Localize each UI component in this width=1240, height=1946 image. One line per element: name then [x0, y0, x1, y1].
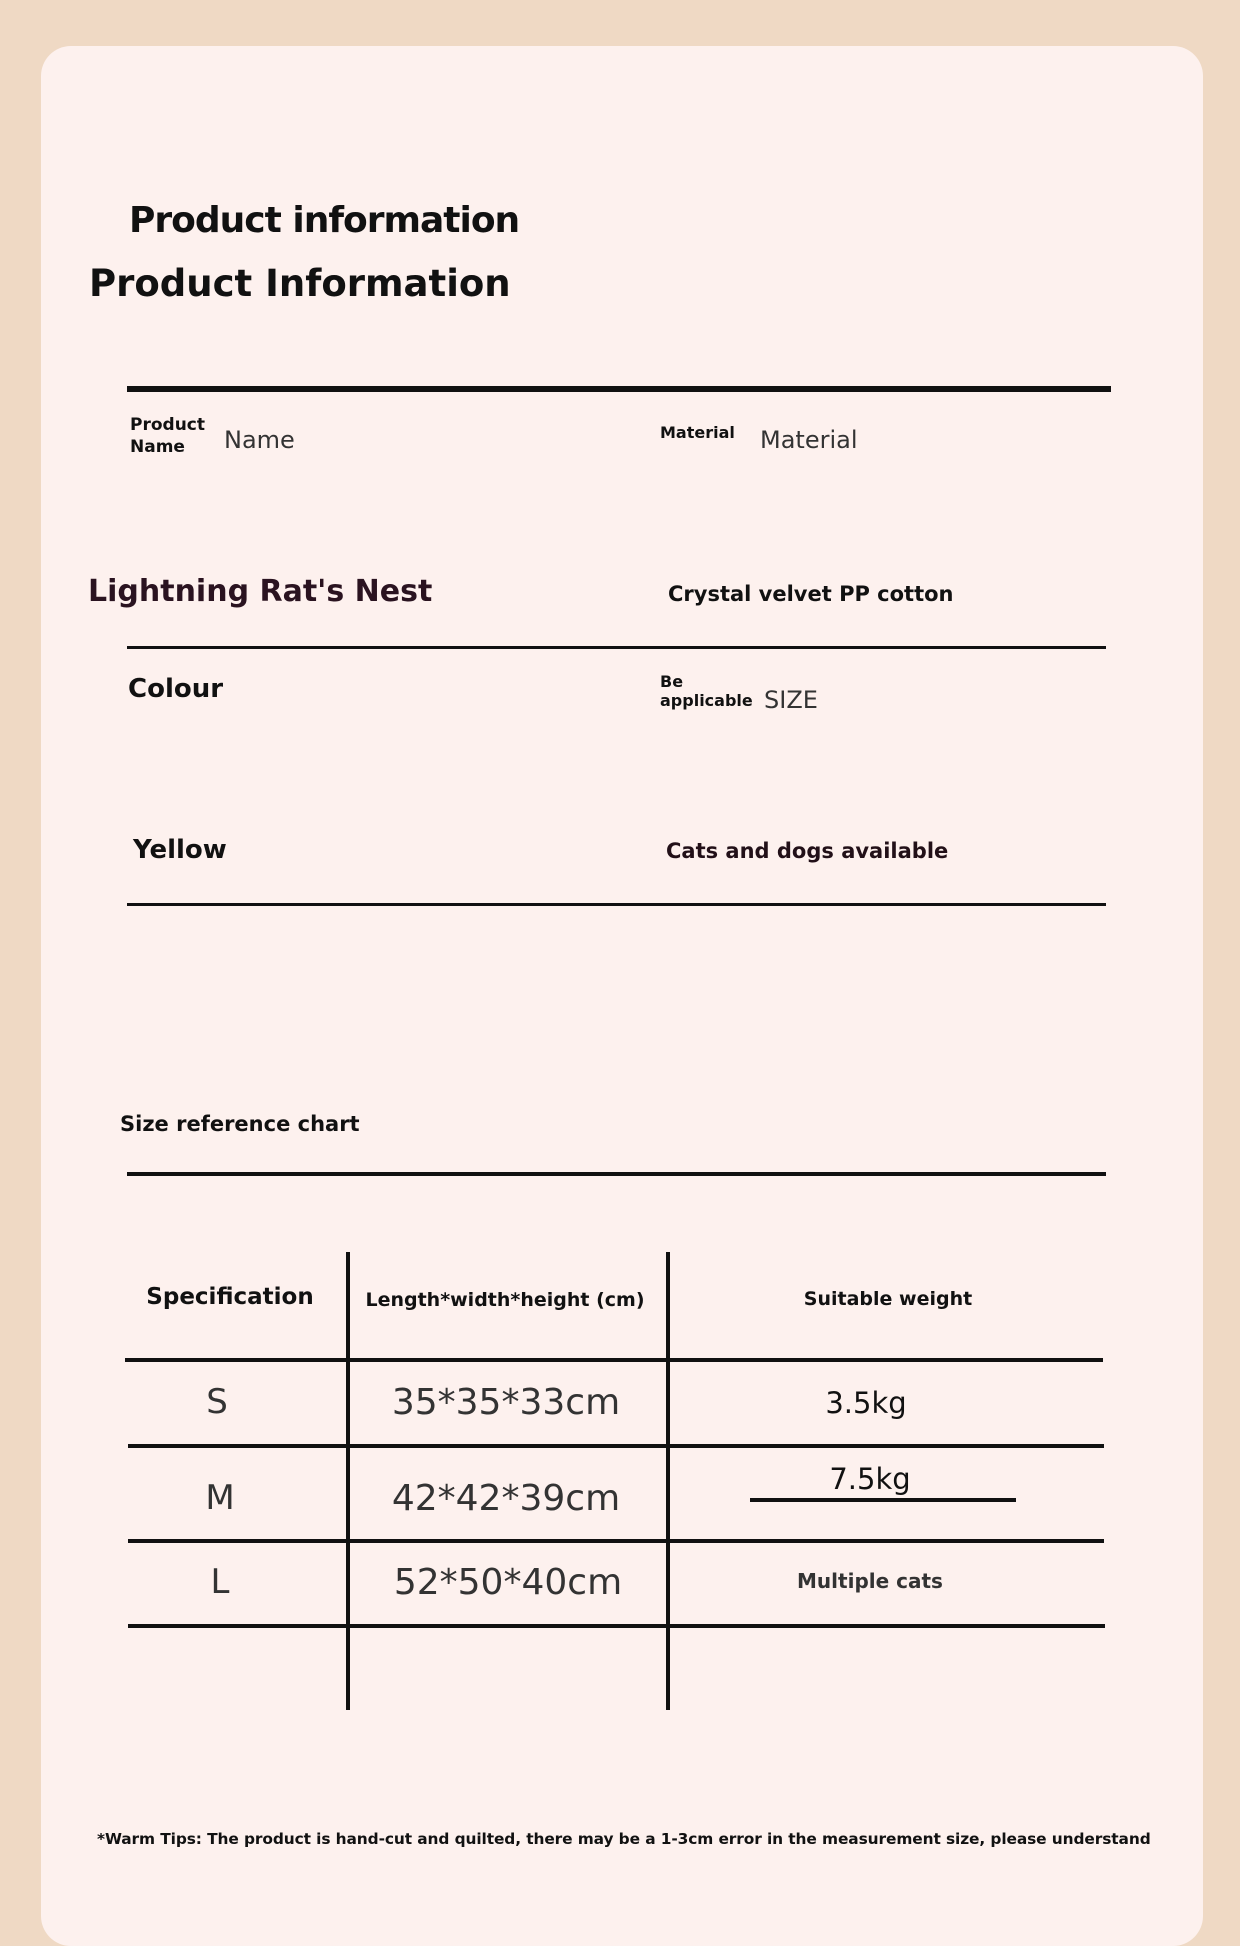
divider: [127, 903, 1106, 906]
material-label: Material: [660, 423, 735, 442]
divider: [127, 646, 1106, 649]
spec-cell: L: [210, 1562, 230, 1602]
applicable-sublabel: SIZE: [764, 686, 818, 714]
material-value: Crystal velvet PP cotton: [668, 582, 954, 606]
colour-label: Colour: [128, 674, 224, 704]
divider: [127, 386, 1111, 392]
material-sublabel: Material: [760, 426, 858, 454]
table-header-weight: Suitable weight: [803, 1288, 973, 1310]
underline-decoration: [750, 1498, 1016, 1502]
table-header-dims: Length*width*height (cm): [365, 1289, 645, 1311]
product-name-label: Product Name: [130, 415, 205, 457]
colour-value: Yellow: [133, 835, 227, 865]
weight-cell: 7.5kg: [829, 1462, 911, 1496]
product-card: [41, 46, 1203, 1946]
page-title: Product Information: [89, 262, 511, 305]
warm-tip: *Warm Tips: The product is hand-cut and quilted, there may be a 1-3cm error in the measurement size, please understand: [97, 1830, 1151, 1848]
size-chart-title: Size reference chart: [120, 1112, 360, 1136]
table-column-divider: [346, 1252, 350, 1710]
dims-cell: 35*35*33cm: [391, 1382, 621, 1423]
applicable-value: Cats and dogs available: [666, 839, 949, 863]
dims-cell: 42*42*39cm: [391, 1478, 621, 1519]
table-row-divider: [128, 1624, 1105, 1628]
weight-cell: Multiple cats: [797, 1569, 943, 1593]
table-column-divider: [666, 1252, 670, 1710]
spec-cell: M: [205, 1478, 235, 1518]
product-name-value: Lightning Rat's Nest: [88, 574, 433, 609]
spec-cell: S: [206, 1382, 228, 1422]
weight-cell: 3.5kg: [825, 1386, 907, 1420]
page-title-secondary: Product information: [129, 200, 520, 241]
table-row-divider: [125, 1358, 1103, 1362]
dims-cell: 52*50*40cm: [393, 1562, 623, 1603]
table-header-spec: Specification: [146, 1284, 314, 1310]
divider: [127, 1172, 1106, 1176]
product-name-sublabel: Name: [224, 426, 295, 454]
applicable-label: Be applicable: [660, 672, 753, 710]
table-row-divider: [128, 1444, 1104, 1448]
table-row-divider: [128, 1539, 1104, 1543]
